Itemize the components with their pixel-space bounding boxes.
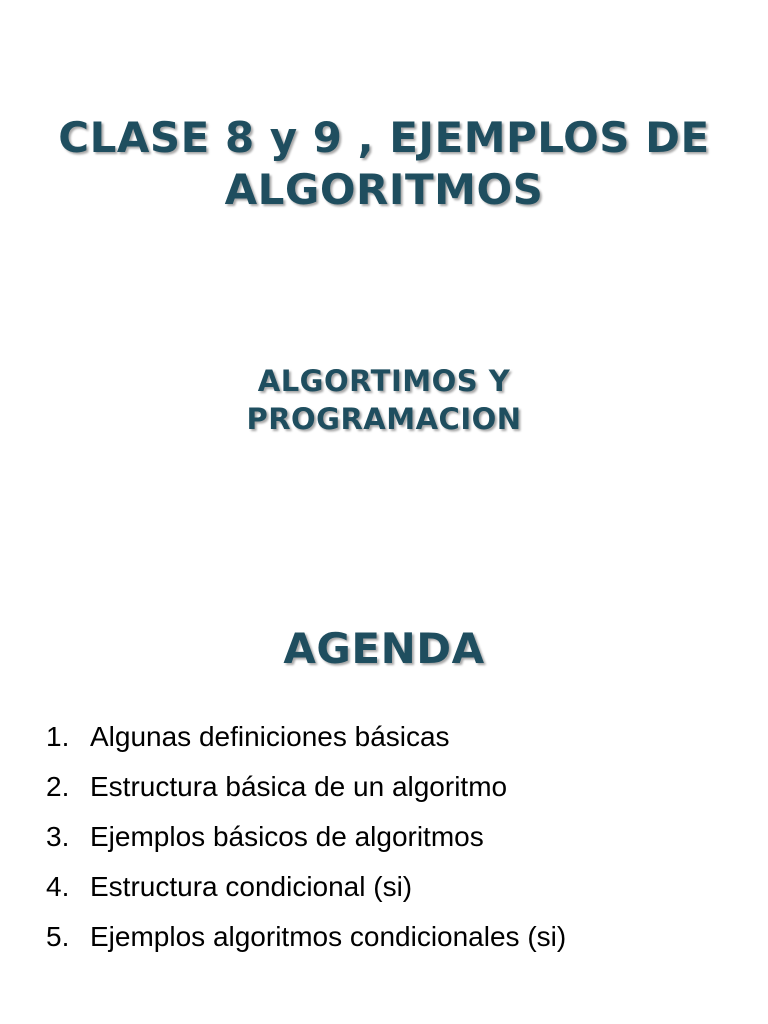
agenda-heading: AGENDA <box>283 624 485 673</box>
agenda-item-number: 4. <box>46 871 70 902</box>
slide-subtitle <box>0 362 768 438</box>
slide-title-line-1: CLASE 8 y 9 , EJEMPLOS DE <box>58 113 710 162</box>
agenda-item-text: Estructura básica de un algoritmo <box>90 771 508 802</box>
agenda-item <box>46 862 566 912</box>
agenda-item-number: 2. <box>46 771 70 802</box>
agenda-list <box>46 712 566 962</box>
agenda-item-text: Ejemplos básicos de algoritmos <box>90 821 484 852</box>
slide-title-line-2: ALGORITMOS <box>224 165 544 214</box>
agenda-item <box>46 762 566 812</box>
agenda-item <box>46 812 566 862</box>
slide-subtitle-line-2: PROGRAMACION <box>246 402 522 436</box>
agenda-item-number: 3. <box>46 821 70 852</box>
agenda-item-text: Estructura condicional (si) <box>90 871 413 902</box>
agenda-item-number: 1. <box>46 721 70 752</box>
agenda-item-number: 5. <box>46 921 70 952</box>
slide-title <box>0 112 768 216</box>
agenda-item <box>46 712 566 762</box>
agenda-item-text: Algunas definiciones básicas <box>90 721 450 752</box>
agenda-item-text: Ejemplos algoritmos condicionales (si) <box>90 921 567 952</box>
agenda-item <box>46 912 566 962</box>
slide-subtitle-line-1: ALGORTIMOS Y <box>257 364 511 398</box>
